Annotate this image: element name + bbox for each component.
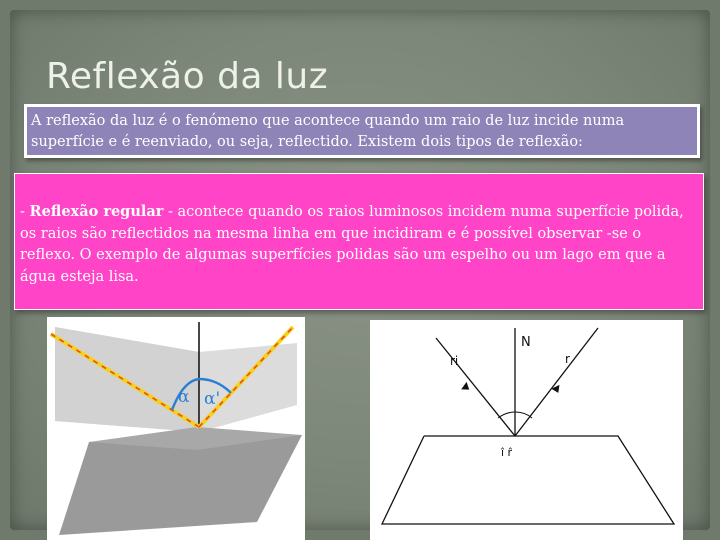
- reflected-arrow: [551, 382, 562, 393]
- incident-ray-label: ri: [450, 354, 459, 368]
- mirror-surface: [59, 435, 302, 535]
- regular-reflection-dash: -: [20, 204, 30, 220]
- incidence-angle-label: α: [178, 387, 190, 407]
- regular-reflection-description: - acontece quando os raios luminosos incidem numa superfície polida, os raios são reflectidos na mesma linha em que incidiram e é possível observar -se o reflexo. O exemplo de algumas superfícies polidas são um espelho ou um lago em que a água esteja lisa.: [20, 204, 684, 285]
- regular-reflection-term: Reflexão regular: [29, 203, 164, 220]
- reflected-ray-label: r: [565, 352, 570, 366]
- reflecting-surface: [382, 436, 674, 524]
- intro-text: A reflexão da luz é o fenómeno que acontece quando um raio de luz incide numa superfície e é reenviado, ou seja, reflectido. Existem dois tipos de reflexão:: [31, 113, 625, 150]
- reflection-2d-diagram: [370, 320, 683, 540]
- normal-label: N: [521, 335, 531, 350]
- reflection-2d-figure: [370, 320, 683, 540]
- regular-reflection-text: [20, 201, 700, 288]
- slide-title: Reflexão da luz: [46, 56, 329, 97]
- reflection-angle-label: α': [204, 389, 221, 409]
- incident-ray: [436, 338, 515, 436]
- reflection-3d-diagram: [47, 317, 305, 540]
- intro-box: [24, 104, 700, 158]
- regular-reflection-box: [14, 173, 704, 310]
- reflection-3d-figure: [47, 317, 305, 540]
- angle-labels: î r̂: [501, 446, 513, 459]
- incident-arrow: [461, 382, 470, 391]
